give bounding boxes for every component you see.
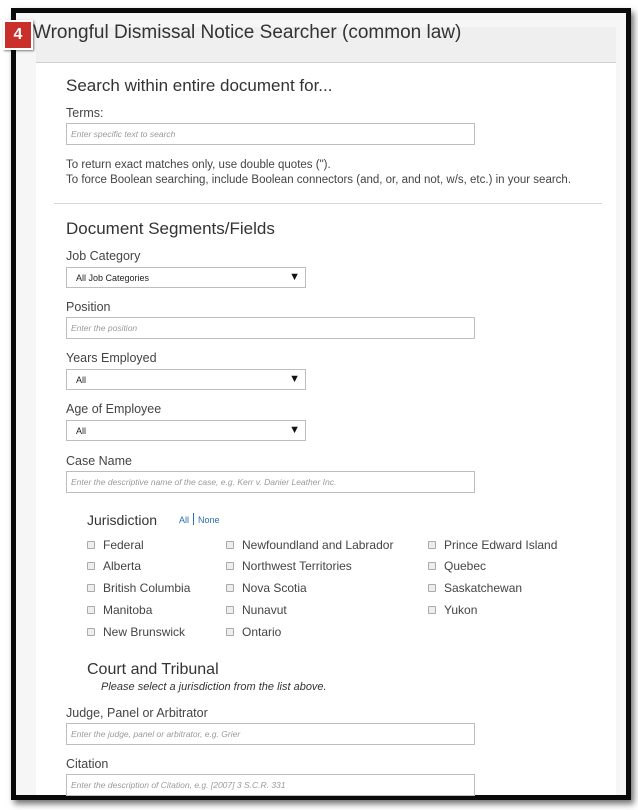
dropdown-arrow-icon: ▼ [289,271,300,283]
position-input[interactable] [66,317,475,339]
checkbox[interactable] [428,562,436,570]
jurisdiction-nunavut[interactable]: Nunavut [226,603,287,617]
section-divider [54,203,602,204]
dropdown-arrow-icon: ▼ [289,373,300,385]
job-category-value: All Job Categories [76,272,150,283]
job-category-label: Job Category [66,249,141,263]
select-none-link[interactable]: None [198,515,220,525]
years-employed-value: All [76,374,87,385]
boolean-hint: To force Boolean searching, include Boolean connectors (and, or, and not, w/s, etc.) in your search. [66,174,572,186]
segments-heading: Document Segments/Fields [66,219,275,238]
jurisdiction-yukon[interactable]: Yukon [428,603,477,617]
citation-label: Citation [66,757,109,771]
jurisdiction-ontario[interactable]: Ontario [226,625,281,639]
checkbox[interactable] [87,584,95,592]
checkbox[interactable] [226,606,234,614]
jurisdiction-prince-edward-island[interactable]: Prince Edward Island [428,538,557,552]
judge-label: Judge, Panel or Arbitrator [66,706,208,720]
checkbox[interactable] [87,562,95,570]
court-heading: Court and Tribunal [87,661,219,678]
link-separator [193,513,194,525]
checkbox[interactable] [226,541,234,549]
citation-input[interactable] [66,774,475,796]
exact-match-hint: To return exact matches only, use double quotes ("). [66,159,331,171]
select-all-link[interactable]: All [179,515,190,525]
jurisdiction-manitoba[interactable]: Manitoba [87,603,152,617]
judge-input[interactable] [66,723,475,745]
years-employed-select[interactable] [66,369,306,390]
dropdown-arrow-icon: ▼ [289,424,300,436]
checkbox[interactable] [428,541,436,549]
jurisdiction-newfoundland[interactable]: Newfoundland and Labrador [226,538,393,552]
jurisdiction-nova-scotia[interactable]: Nova Scotia [226,581,307,595]
years-employed-label: Years Employed [66,351,157,365]
checkbox[interactable] [428,584,436,592]
checkbox[interactable] [87,628,95,636]
age-value: All [76,425,87,436]
checkbox[interactable] [226,584,234,592]
jurisdiction-saskatchewan[interactable]: Saskatchewan [428,581,522,595]
age-select[interactable] [66,420,306,441]
jurisdiction-heading: Jurisdiction [87,512,158,528]
page-title: Wrongful Dismissal Notice Searcher (common law) [33,22,462,43]
jurisdiction-new-brunswick[interactable]: New Brunswick [87,625,185,639]
age-label: Age of Employee [66,402,162,416]
checkbox[interactable] [428,606,436,614]
job-category-select[interactable] [66,267,306,288]
jurisdiction-quebec[interactable]: Quebec [428,559,486,573]
checkbox[interactable] [87,606,95,614]
search-heading: Search within entire document for... [66,76,333,95]
jurisdiction-british-columbia[interactable]: British Columbia [87,581,190,595]
position-label: Position [66,300,111,314]
jurisdiction-northwest-territories[interactable]: Northwest Territories [226,559,352,573]
terms-label: Terms: [66,106,104,120]
case-name-input[interactable] [66,471,475,493]
checkbox[interactable] [87,541,95,549]
jurisdiction-federal[interactable]: Federal [87,538,144,552]
court-note: Please select a jurisdiction from the list above. [101,681,327,693]
jurisdiction-alberta[interactable]: Alberta [87,559,141,573]
checkbox[interactable] [226,628,234,636]
checkbox[interactable] [226,562,234,570]
step-badge: 4 [3,20,33,50]
case-name-label: Case Name [66,454,132,468]
terms-input[interactable] [66,123,475,145]
